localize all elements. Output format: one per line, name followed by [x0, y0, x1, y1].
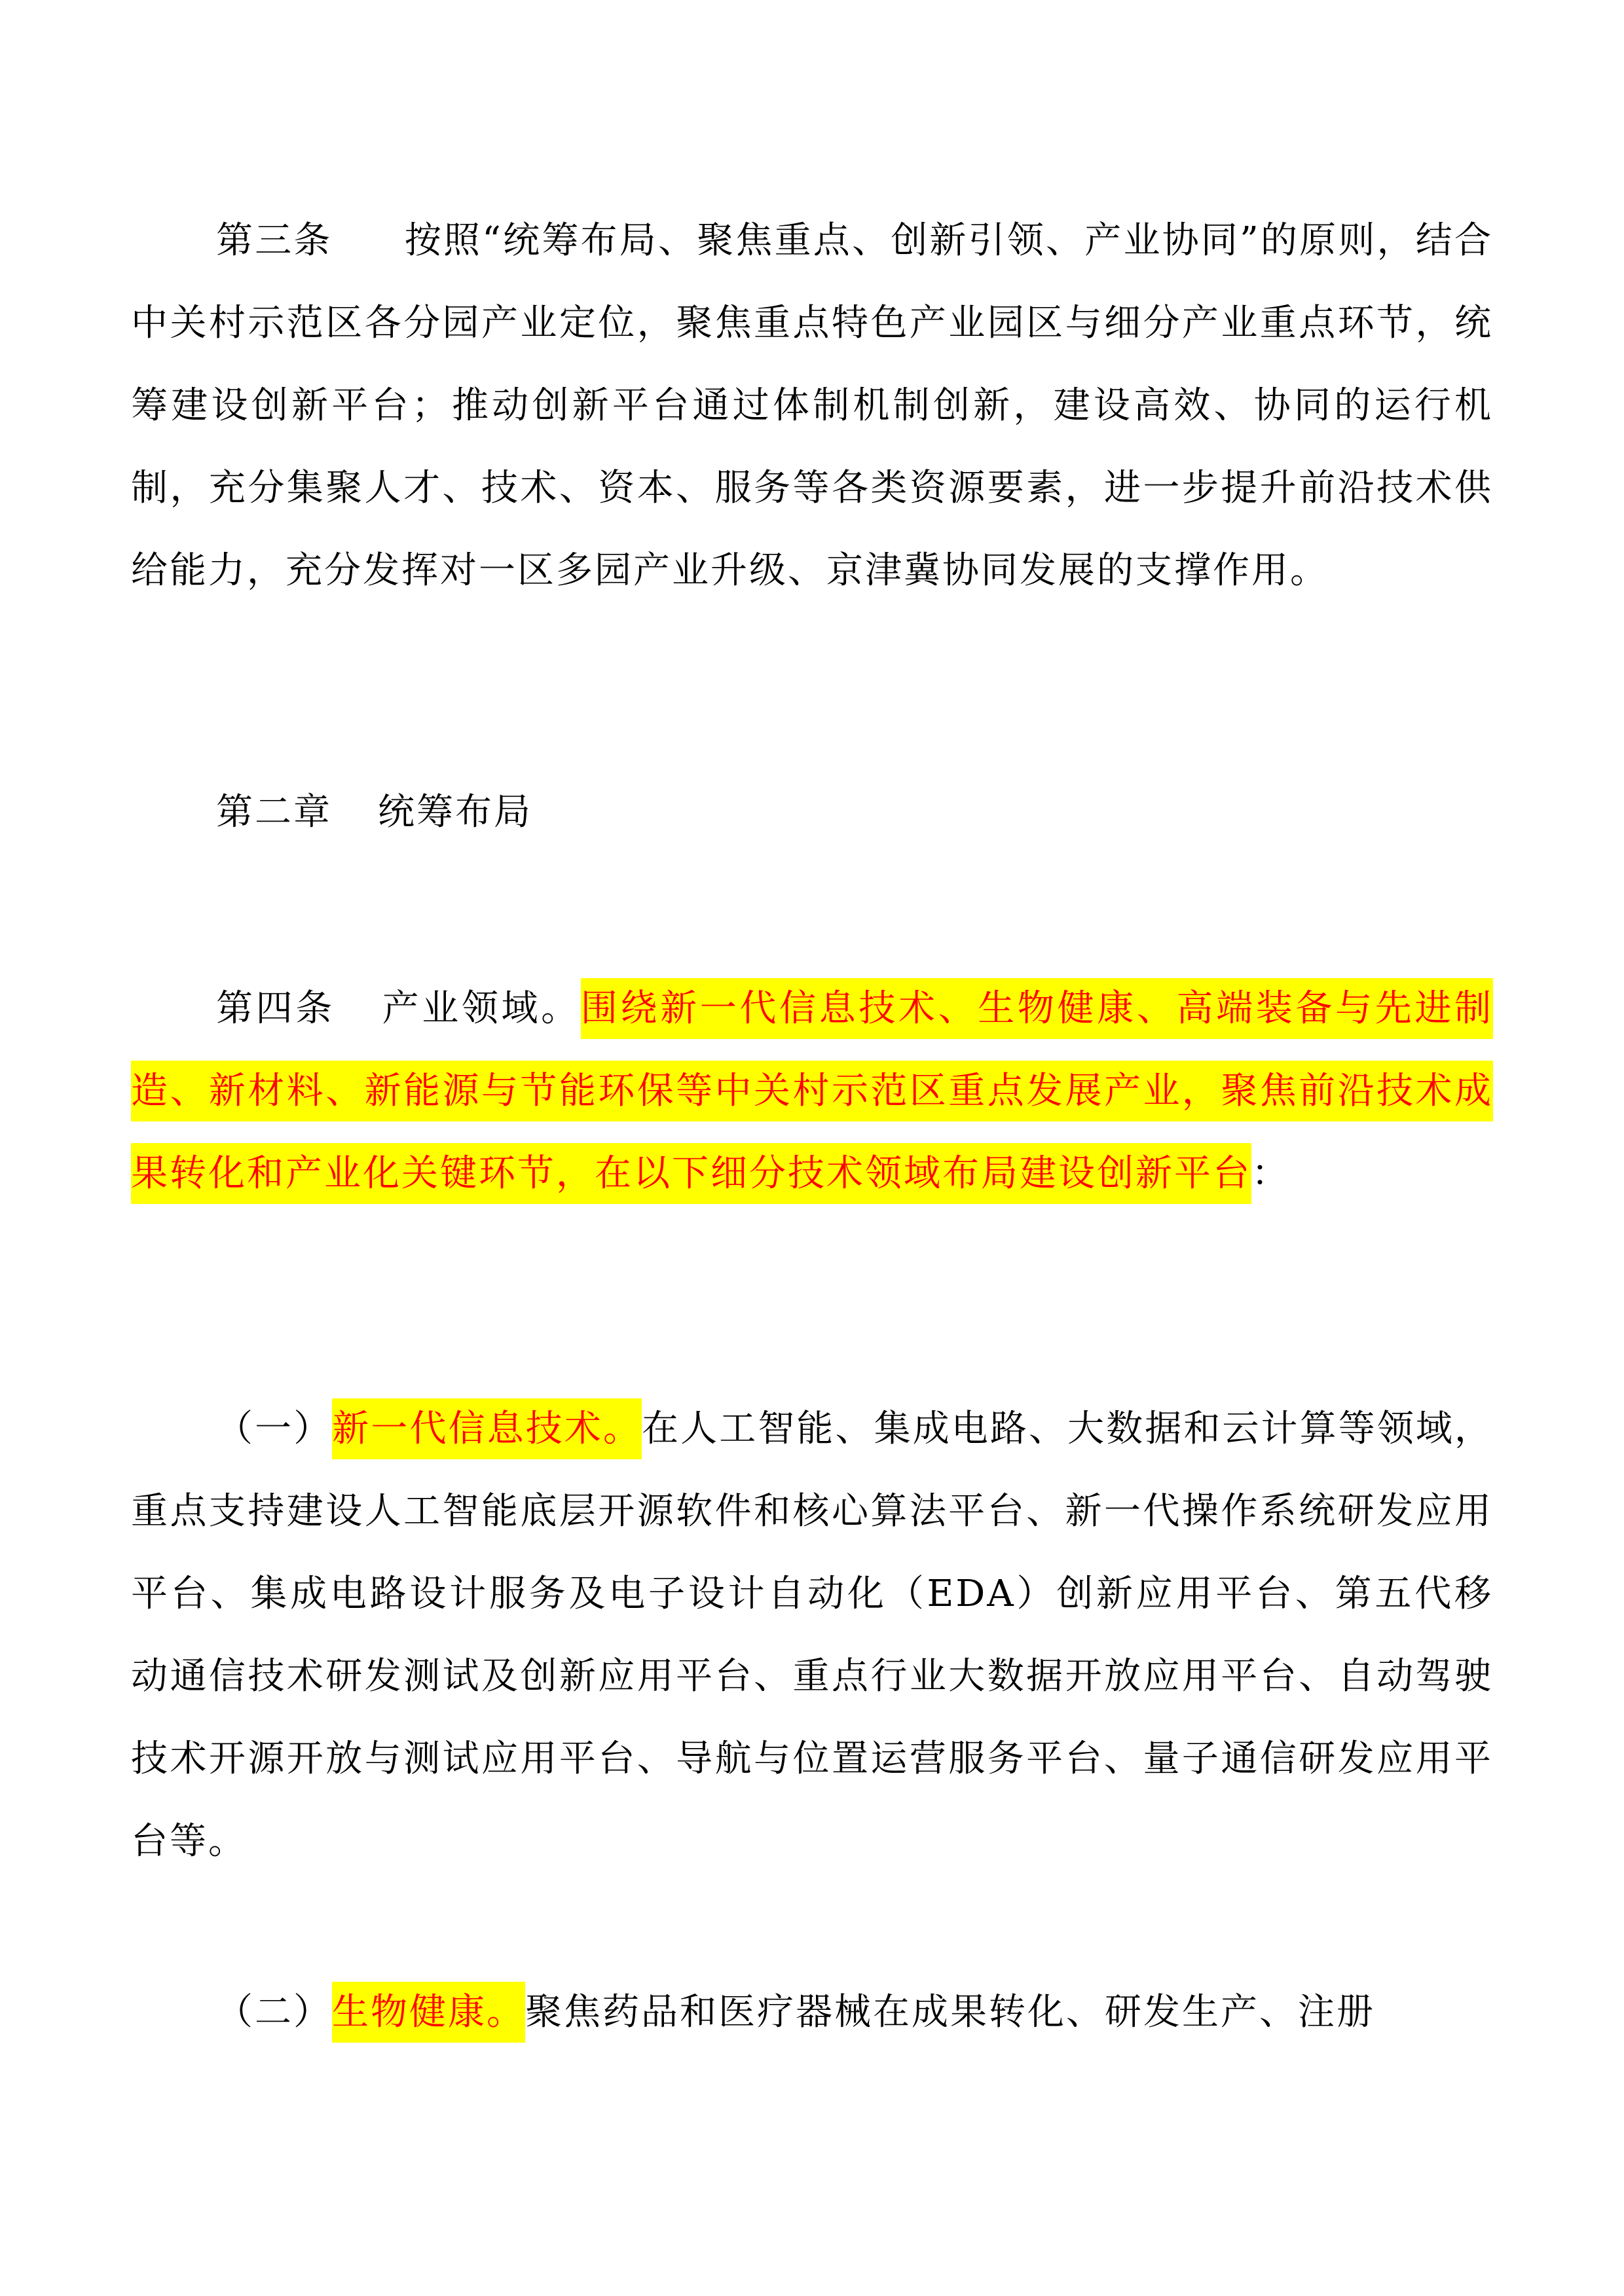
article-4-highlight: 围绕新一代信息技术、生物健康、高端装备与先进制造、新材料、新能源与节能环保等中关村示范区重点发展产业，聚焦前沿技术成果转化和产业化关键环节，在以下细分技术领域布局建设创新平台: [131, 978, 1493, 1204]
item-1-prefix: （一）: [216, 1408, 333, 1450]
chapter-2-heading: [131, 771, 1493, 854]
article-4-lead: 产业领域。: [380, 987, 581, 1030]
item-2-paragraph: [131, 1971, 1493, 2054]
chapter-2-label: 第二章: [216, 791, 332, 833]
article-3-label: 第三条: [216, 219, 333, 262]
article-3-paragraph: [131, 200, 1493, 612]
article-4-paragraph: [131, 968, 1493, 1215]
article-4-tail: ：: [1251, 1152, 1290, 1195]
article-4-label: 第四条: [216, 987, 335, 1030]
item-1-text: 在人工智能、集成电路、大数据和云计算等领域，重点支持建设人工智能底层开源软件和核心算法平台、新一代操作系统研发应用平台、集成电路设计服务及电子设计自动化（EDA）创新应用平台、第五代移动通信技术研发测试及创新应用平台、重点行业大数据开放应用平台、自动驾驶技术开源开放与测试应用平台、导航与位置运营服务平台、量子通信研发应用平台等。: [131, 1408, 1493, 1863]
item-2-prefix: （二）: [216, 1991, 332, 2033]
item-2-highlight: 生物健康。: [332, 1982, 525, 2043]
chapter-2-title: 统筹布局: [378, 791, 532, 833]
item-1-paragraph: [131, 1388, 1493, 1883]
item-2-text: 聚焦药品和医疗器械在成果转化、研发生产、注册: [525, 1991, 1375, 2033]
article-3-text: 按照“统筹布局、聚焦重点、创新引领、产业协同”的原则，结合中关村示范区各分园产业定位，聚焦重点特色产业园区与细分产业重点环节，统筹建设创新平台；推动创新平台通过体制机制创新，建设高效、协同的运行机制，充分集聚人才、技术、资本、服务等各类资源要素，进一步提升前沿技术供给能力，充分发挥对一区多园产业升级、京津冀协同发展的支撑作用。: [131, 219, 1494, 592]
item-1-highlight: 新一代信息技术。: [332, 1398, 642, 1459]
